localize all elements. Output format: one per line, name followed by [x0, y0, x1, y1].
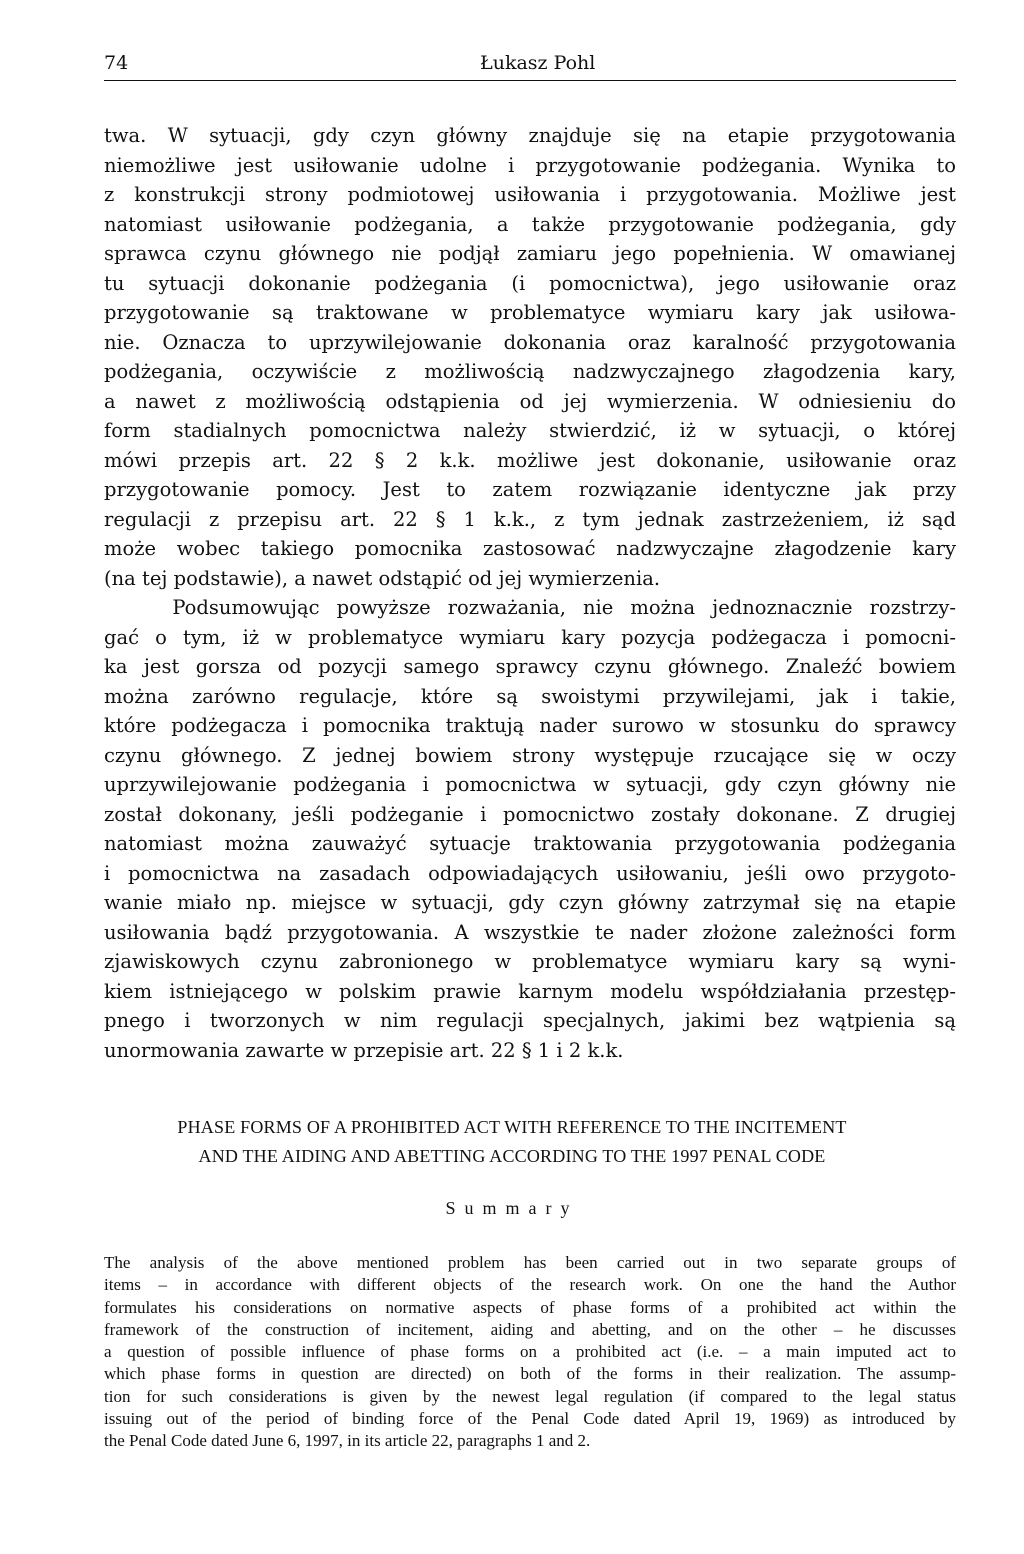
summary-line: The analysis of the above mentioned problem has been carried out in two separate groups of	[104, 1253, 956, 1272]
text-line: uprzywilejowanie podżegania i pomocnictwa w sytuacji, gdy czyn główny nie	[104, 773, 956, 796]
text-line: nie. Oznacza to uprzywilejowanie dokonania oraz karalność przygotowania	[104, 330, 956, 354]
summary-line: issuing out of the period of binding force of the Penal Code dated April 19, 1969) as introduced by	[104, 1409, 956, 1429]
text-line: twa. W sytuacji, gdy czyn główny znajduje się na etapie przygotowania	[104, 124, 956, 147]
page-number: 74	[104, 52, 129, 74]
text-line: ka jest gorsza od pozycji samego sprawcy czynu głównego. Znaleźć bowiem	[104, 655, 956, 678]
text-line: a nawet z możliwością odstąpienia od jej wymierzenia. W odniesieniu do	[104, 389, 956, 413]
summary-line: a question of possible influence of phase forms on a prohibited act (i.e. – a main imputed act to	[104, 1342, 956, 1362]
text-line: Podsumowując powyższe rozważania, nie można jednoznacznie rozstrzy-	[104, 596, 956, 619]
text-line: regulacji z przepisu art. 22 § 1 k.k., z tym jednak zastrzeżeniem, iż sąd	[104, 507, 956, 531]
running-head	[104, 50, 956, 81]
main-text	[104, 121, 956, 1065]
text-line: czynu głównego. Z jednej bowiem strony występuje rzucające się w oczy	[104, 743, 956, 767]
text-line: usiłowania bądź przygotowania. A wszystkie te nader złożone zależności form	[104, 920, 956, 944]
text-line: tu sytuacji dokonanie podżegania (i pomocnictwa), jego usiłowanie oraz	[104, 271, 956, 295]
text-line: (na tej podstawie), a nawet odstąpić od jej wymierzenia.	[104, 566, 661, 590]
text-line: wanie miało np. miejsce w sytuacji, gdy czyn główny zatrzymał się na etapie	[104, 891, 956, 914]
text-line: przygotowanie są traktowane w problematyce wymiaru kary jak usiłowa-	[104, 301, 956, 324]
summary-heading: Summary	[445, 1198, 579, 1218]
text-line: został dokonany, jeśli podżeganie i pomocnictwo zostały dokonane. Z drugiej	[104, 802, 956, 826]
text-line: niemożliwe jest usiłowanie udolne i przygotowanie podżegania. Wynika to	[104, 153, 956, 177]
text-line: podżegania, oczywiście z możliwością nadzwyczajnego złagodzenia kary,	[104, 360, 956, 383]
text-line: które podżegacza i pomocnika traktują nader surowo w stosunku do sprawcy	[104, 714, 956, 737]
text-line: może wobec takiego pomocnika zastosować nadzwyczajne złagodzenie kary	[104, 537, 956, 560]
text-line: zjawiskowych czynu zabronionego w problematyce wymiaru kary są wyni-	[104, 950, 956, 973]
title-line: AND THE AIDING AND ABETTING ACCORDING TO THE 1997 PENAL CODE	[198, 1146, 826, 1166]
english-title	[60, 1113, 964, 1171]
text-line: kiem istniejącego w polskim prawie karnym modelu współdziałania przestęp-	[104, 979, 956, 1003]
text-line: form stadialnych pomocnictwa należy stwierdzić, iż w sytuacji, o której	[104, 419, 956, 442]
text-line: mówi przepis art. 22 § 2 k.k. możliwe jest dokonanie, usiłowanie oraz	[104, 448, 956, 472]
text-line: unormowania zawarte w przepisie art. 22 § 1 i 2 k.k.	[104, 1038, 624, 1062]
text-line: z konstrukcji strony podmiotowej usiłowania i przygotowania. Możliwe jest	[104, 183, 956, 206]
text-line: pnego i tworzonych w nim regulacji specjalnych, jakimi bez wątpienia są	[104, 1009, 956, 1032]
text-line: można zarówno regulacje, które są swoistymi przywilejami, jak i takie,	[104, 684, 956, 708]
text-line: i pomocnictwa na zasadach odpowiadających usiłowaniu, jeśli owo przygoto-	[104, 861, 956, 885]
text-line: przygotowanie pomocy. Jest to zatem rozwiązanie identyczne jak przy	[104, 478, 956, 501]
text-line: natomiast można zauważyć sytuacje traktowania przygotowania podżegania	[104, 832, 956, 855]
title-line: PHASE FORMS OF A PROHIBITED ACT WITH REFERENCE TO THE INCITEMENT	[177, 1117, 847, 1137]
summary-line: tion for such considerations is given by the newest legal regulation (if compared to the legal status	[104, 1386, 956, 1406]
summary-line: the Penal Code dated June 6, 1997, in its article 22, paragraphs 1 and 2.	[104, 1431, 591, 1451]
summary-line: formulates his considerations on normative aspects of phase forms of a prohibited act within the	[104, 1297, 956, 1317]
summary-line: which phase forms in question are directed) on both of the forms in their realization. The assump-	[104, 1364, 956, 1384]
summary-line: items – in accordance with different objects of the research work. On one the hand the Author	[104, 1275, 956, 1295]
text-line: gać o tym, iż w problematyce wymiaru kary pozycja podżegacza i pomocni-	[104, 625, 956, 649]
text-line: sprawca czynu głównego nie podjął zamiaru jego popełnienia. W omawianej	[104, 242, 956, 265]
summary-line: framework of the construction of incitement, aiding and abetting, and on the other – he discusses	[104, 1319, 956, 1339]
summary-text	[104, 1252, 956, 1453]
text-line: natomiast usiłowanie podżegania, a także przygotowanie podżegania, gdy	[104, 212, 956, 236]
author-name: Łukasz Pohl	[480, 52, 596, 74]
